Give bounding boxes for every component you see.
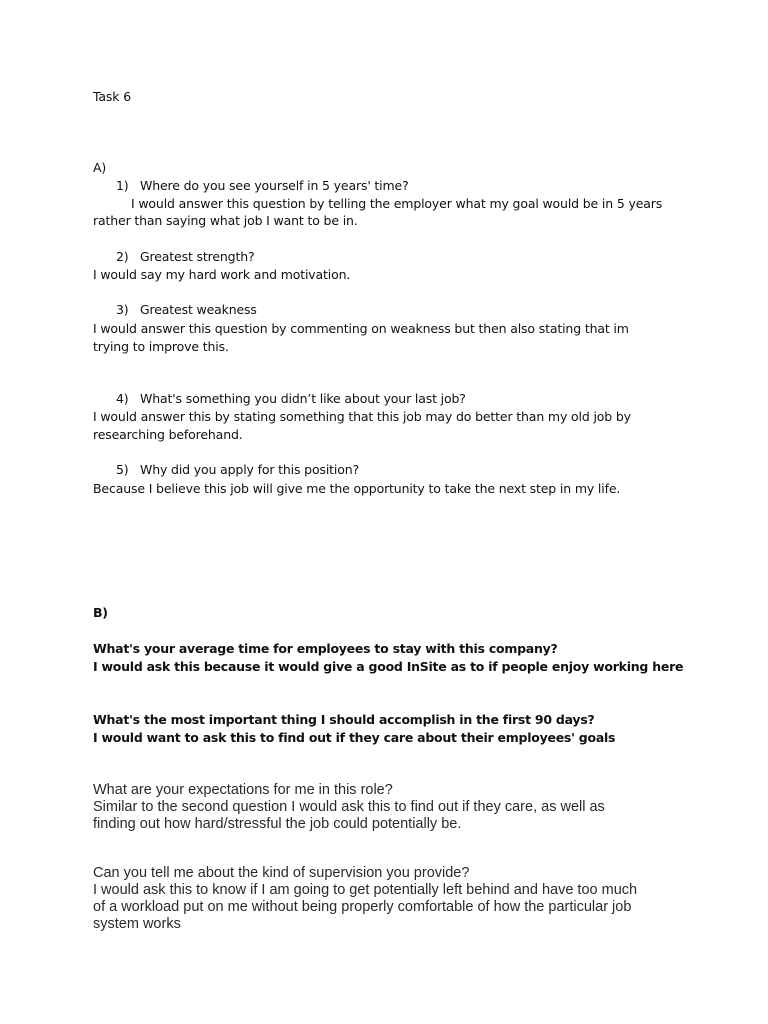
answer-5-line-1: Because I believe this job will give me the opportunity to take the next step in my life. <box>93 481 621 496</box>
answer-4-line-1: I would answer this by stating something that this job may do better than my old job by <box>93 409 631 424</box>
question-number: 1) <box>116 178 129 193</box>
task-title: Task 6 <box>93 89 132 104</box>
answer-1-line-2: rather than saying what job I want to be in. <box>93 213 358 228</box>
b-answer-3-line-1: Similar to the second question I would ask this to find out if they care, as well as <box>93 799 605 815</box>
question-text: What's something you didn’t like about your last job? <box>140 391 466 406</box>
answer-4-line-2: researching beforehand. <box>93 427 243 442</box>
question-number: 4) <box>116 391 129 406</box>
b-question-4: Can you tell me about the kind of supervision you provide? <box>93 865 470 881</box>
question-text: Where do you see yourself in 5 years' time? <box>140 178 409 193</box>
answer-1-line-1: I would answer this question by telling the employer what my goal would be in 5 years <box>131 196 663 211</box>
b-answer-4-line-1: I would ask this to know if I am going to get potentially left behind and have too much <box>93 882 638 898</box>
section-b-heading: B) <box>93 605 108 620</box>
question-1 <box>116 177 409 195</box>
b-question-2: What's the most important thing I should accomplish in the first 90 days? <box>93 712 595 727</box>
b-answer-4-line-3: system works <box>93 916 181 932</box>
b-answer-3-line-2: finding out how hard/stressful the job could potentially be. <box>93 816 462 832</box>
b-answer-2-line-1: I would want to ask this to find out if they care about their employees' goals <box>93 730 616 745</box>
answer-3-line-2: trying to improve this. <box>93 339 229 354</box>
b-answer-4-line-2: of a workload put on me without being properly comfortable of how the particular job <box>93 899 632 915</box>
question-text: Greatest strength? <box>140 249 255 264</box>
question-text: Why did you apply for this position? <box>140 462 359 477</box>
question-number: 2) <box>116 249 129 264</box>
question-number: 5) <box>116 462 129 477</box>
b-question-1: What's your average time for employees to stay with this company? <box>93 641 558 656</box>
question-3 <box>116 301 257 319</box>
answer-2-line-1: I would say my hard work and motivation. <box>93 267 351 282</box>
question-5 <box>116 461 359 479</box>
question-4 <box>116 390 466 408</box>
question-number: 3) <box>116 302 129 317</box>
answer-3-line-1: I would answer this question by commenting on weakness but then also stating that im <box>93 321 629 336</box>
question-text: Greatest weakness <box>140 302 257 317</box>
section-a-heading: A) <box>93 160 107 175</box>
b-answer-1-line-1: I would ask this because it would give a good InSite as to if people enjoy working here <box>93 659 684 674</box>
question-2 <box>116 248 254 266</box>
b-question-3: What are your expectations for me in this role? <box>93 782 393 798</box>
